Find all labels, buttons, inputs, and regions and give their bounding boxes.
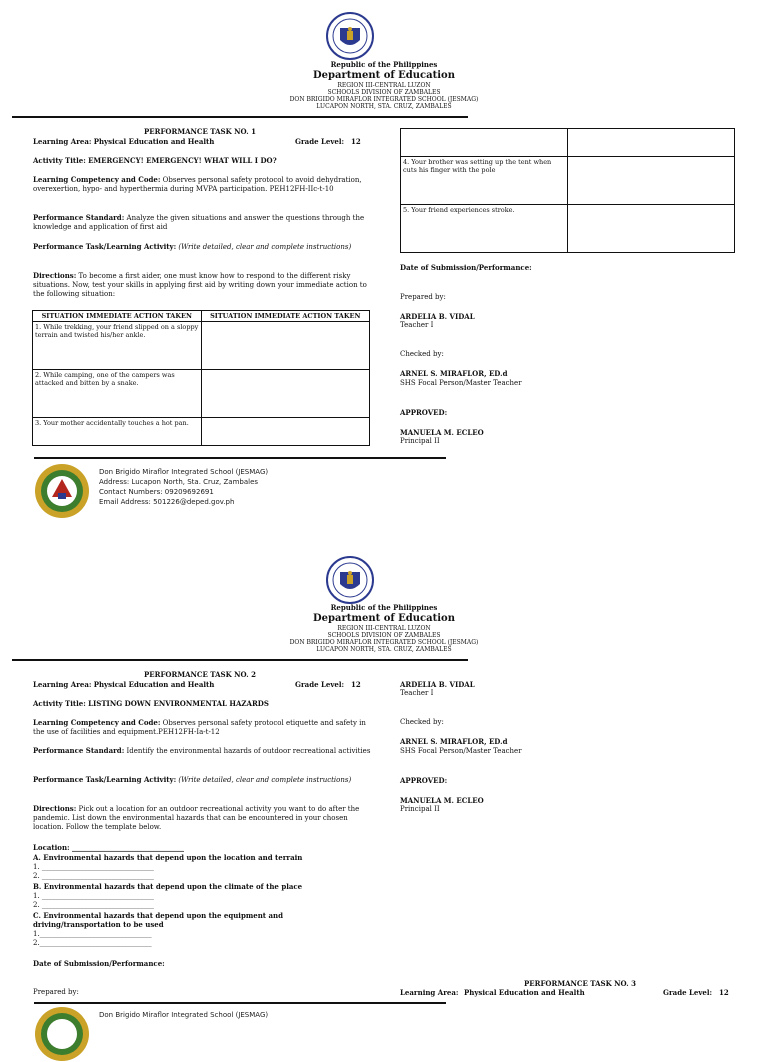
learning-area-value: Physical Education and Health	[93, 137, 215, 146]
footer-info-partial	[99, 1010, 268, 1024]
task1-principal-name: MANUELA M. ECLEO	[400, 428, 484, 437]
task1-checked-by: Checked by:	[400, 350, 444, 358]
task1-right-table	[400, 128, 735, 253]
table-header-row	[33, 311, 370, 322]
header-division: SCHOOLS DIVISION OF ZAMBALES	[327, 89, 441, 96]
task2-hazard-c1[interactable]: 1.________________________________	[33, 930, 152, 938]
task1-situation-table	[32, 310, 370, 446]
standard-label: Performance Standard:	[33, 213, 125, 222]
task2-directions	[33, 804, 371, 832]
header-department: Department of Education	[313, 70, 455, 81]
task2-hazard-a1[interactable]: 1. ________________________________	[33, 863, 154, 871]
situation-1: 1. While trekking, your friend slipped on a sloppy terrain and twisted his/her ankle.	[33, 322, 202, 370]
header-rule	[12, 659, 468, 661]
standard-value: Analyze the given situations and answer the questions through the knowledge and application of first aid	[33, 214, 365, 231]
action-cell-blank[interactable]	[568, 129, 735, 157]
task2-principal-title: Principal II	[400, 805, 440, 813]
footer-email[interactable]: Email Address: 501226@deped.gov.ph	[99, 498, 235, 506]
header-school: DON BRIGIDO MIRAFLOR INTEGRATED SCHOOL (JESMAG)	[289, 96, 479, 103]
task2-checked-by: Checked by:	[400, 718, 444, 726]
header-address: LUCAPON NORTH, STA. CRUZ, ZAMBALES	[316, 646, 452, 653]
table-row	[401, 157, 735, 205]
footer-contact: Contact Numbers: 09209692691	[99, 488, 214, 496]
task2-hazard-a2[interactable]: 2. ________________________________	[33, 872, 154, 880]
competency-label: Learning Competency and Code:	[33, 718, 161, 727]
activity-value: LISTING DOWN ENVIRONMENTAL HAZARDS	[88, 699, 269, 708]
task2-learning-area-row	[33, 680, 373, 690]
task1-competency	[33, 175, 371, 194]
task2-hazard-a: A. Environmental hazards that depend upon the location and terrain	[33, 853, 303, 862]
task2-standard	[33, 746, 371, 756]
task1-teacher-title: Teacher I	[400, 321, 434, 329]
header-division: SCHOOLS DIVISION OF ZAMBALES	[327, 632, 441, 639]
task3-grade-label: Grade Level:	[663, 988, 713, 997]
task2-hazard-c2[interactable]: 2.________________________________	[33, 939, 152, 947]
deped-seal-icon	[326, 12, 374, 60]
header-republic: Republic of the Philippines	[330, 603, 438, 612]
learning-area-value: Physical Education and Health	[93, 680, 215, 689]
task3-learning-area-value: Physical Education and Health	[464, 988, 585, 997]
footer-info	[99, 467, 268, 507]
situation-blank	[401, 129, 568, 157]
directions-label: Directions:	[33, 804, 77, 813]
task2-hazard-b1[interactable]: 1. ________________________________	[33, 892, 154, 900]
task2-hazard-b2[interactable]: 2. ________________________________	[33, 901, 154, 909]
footer-school: Don Brigido Miraflor Integrated School (JESMAG)	[99, 1011, 269, 1019]
task1-prepared-by: Prepared by:	[400, 293, 446, 301]
task1-activity-row	[33, 156, 373, 166]
school-seal-icon	[34, 463, 90, 519]
task2-submission: Date of Submission/Performance:	[33, 959, 165, 968]
situation-5: 5. Your friend experiences stroke.	[401, 205, 568, 253]
header-region: REGION III-CENTRAL LUZON	[337, 82, 431, 89]
task2-checker-title: SHS Focal Person/Master Teacher	[400, 747, 522, 755]
task1-task	[33, 242, 371, 252]
table-row	[33, 322, 370, 370]
task2-teacher-title: Teacher I	[400, 689, 434, 697]
grade-value: 12	[351, 137, 361, 146]
learning-area-label: Learning Area:	[33, 137, 92, 146]
task-value: (Write detailed, clear and complete instructions)	[178, 243, 352, 251]
task2-hazard-b: B. Environmental hazards that depend upon the climate of the place	[33, 882, 303, 891]
footer-school: Don Brigido Miraflor Integrated School (JESMAG)	[99, 468, 269, 476]
task2-location[interactable]: Location: ________________________________	[33, 843, 185, 852]
footer-rule	[34, 1002, 446, 1004]
task-label: Performance Task/Learning Activity:	[33, 242, 177, 251]
task1-checker-name: ARNEL S. MIRAFLOR, ED.d	[400, 369, 508, 378]
task2-hazard-c: C. Environmental hazards that depend upon the equipment and driving/transportation to be used	[33, 911, 284, 929]
task2-prepared-by: Prepared by:	[33, 988, 79, 996]
competency-label: Learning Competency and Code:	[33, 175, 161, 184]
task1-approved: APPROVED:	[400, 408, 448, 417]
activity-value: EMERGENCY! EMERGENCY! WHAT WILL I DO?	[88, 156, 277, 165]
task1-submission: Date of Submission/Performance:	[400, 263, 532, 272]
action-cell-3[interactable]	[201, 418, 370, 446]
task2-title: PERFORMANCE TASK NO. 2	[144, 670, 256, 679]
header-school: DON BRIGIDO MIRAFLOR INTEGRATED SCHOOL (JESMAG)	[289, 639, 479, 646]
grade-label: Grade Level:	[295, 137, 345, 146]
header-department: Department of Education	[313, 613, 455, 624]
directions-value: Pick out a location for an outdoor recreational activity you want to do after the pandemic. List down the environmental hazards that can be encountered in your chosen location. Follow the template below.	[33, 805, 360, 831]
competency-value: Observes personal safety protocol to avoid dehydration, overexertion, hypo- and hyperthermia during MVPA participation. PEH12FH-IIc-t-10	[33, 176, 362, 193]
action-cell-5[interactable]	[568, 205, 735, 253]
grade-label: Grade Level:	[295, 680, 345, 689]
learning-area-label: Learning Area:	[33, 680, 92, 689]
task-label: Performance Task/Learning Activity:	[33, 775, 177, 784]
table-row	[33, 370, 370, 418]
situation-2: 2. While camping, one of the campers was attacked and bitten by a snake.	[33, 370, 202, 418]
header-address: LUCAPON NORTH, STA. CRUZ, ZAMBALES	[316, 103, 452, 110]
task1-checker-title: SHS Focal Person/Master Teacher	[400, 379, 522, 387]
footer-address: Address: Lucapon North, Sta. Cruz, Zambales	[99, 478, 259, 486]
footer-rule	[34, 457, 446, 459]
table-header-left: SITUATION IMMEDIATE ACTION TAKEN	[33, 311, 202, 322]
deped-seal-icon	[326, 556, 374, 604]
task1-directions	[33, 271, 371, 299]
table-row	[33, 418, 370, 446]
task2-principal-name: MANUELA M. ECLEO	[400, 796, 484, 805]
task3-title: PERFORMANCE TASK NO. 3	[524, 979, 636, 988]
standard-label: Performance Standard:	[33, 746, 125, 755]
grade-value: 12	[351, 680, 361, 689]
table-header-right: SITUATION IMMEDIATE ACTION TAKEN	[201, 311, 370, 322]
competency-value: Observes personal safety protocol etiquette and safety in the use of facilities and equipment.PEH12FH-Ia-t-12	[33, 719, 366, 736]
task1-learning-area-row	[33, 137, 373, 147]
standard-value: Identify the environmental hazards of outdoor recreational activities	[126, 747, 371, 755]
task3-grade-value: 12	[719, 988, 729, 997]
activity-label: Activity Title:	[33, 699, 86, 708]
table-row	[401, 205, 735, 253]
school-seal-icon	[34, 1006, 90, 1062]
header-region: REGION III-CENTRAL LUZON	[337, 625, 431, 632]
situation-4: 4. Your brother was setting up the tent when cuts his finger with the pole	[401, 157, 568, 205]
action-cell-2[interactable]	[201, 370, 370, 418]
task-value: (Write detailed, clear and complete instructions)	[178, 776, 352, 784]
task1-teacher-name: ARDELIA B. VIDAL	[400, 312, 475, 321]
directions-label: Directions:	[33, 271, 77, 280]
table-row	[401, 129, 735, 157]
task1-title: PERFORMANCE TASK NO. 1	[144, 127, 256, 136]
directions-value: To become a first aider, one must know how to respond to the different risky situations. Now, test your skills in applying first aid by writing down your immediate action to the following situation:	[33, 272, 367, 298]
task3-learning-area-label: Learning Area:	[400, 988, 459, 997]
activity-label: Activity Title:	[33, 156, 86, 165]
task2-teacher-name: ARDELIA B. VIDAL	[400, 680, 475, 689]
action-cell-4[interactable]	[568, 157, 735, 205]
task2-approved: APPROVED:	[400, 776, 448, 785]
task2-activity-row	[33, 699, 373, 709]
header-rule	[12, 116, 468, 118]
task2-checker-name: ARNEL S. MIRAFLOR, ED.d	[400, 737, 508, 746]
situation-3: 3. Your mother accidentally touches a hot pan.	[33, 418, 202, 446]
task2-task	[33, 775, 371, 785]
task2-competency	[33, 718, 371, 737]
task1-principal-title: Principal II	[400, 437, 440, 445]
action-cell-1[interactable]	[201, 322, 370, 370]
header-republic: Republic of the Philippines	[330, 60, 438, 69]
task1-standard	[33, 213, 371, 232]
